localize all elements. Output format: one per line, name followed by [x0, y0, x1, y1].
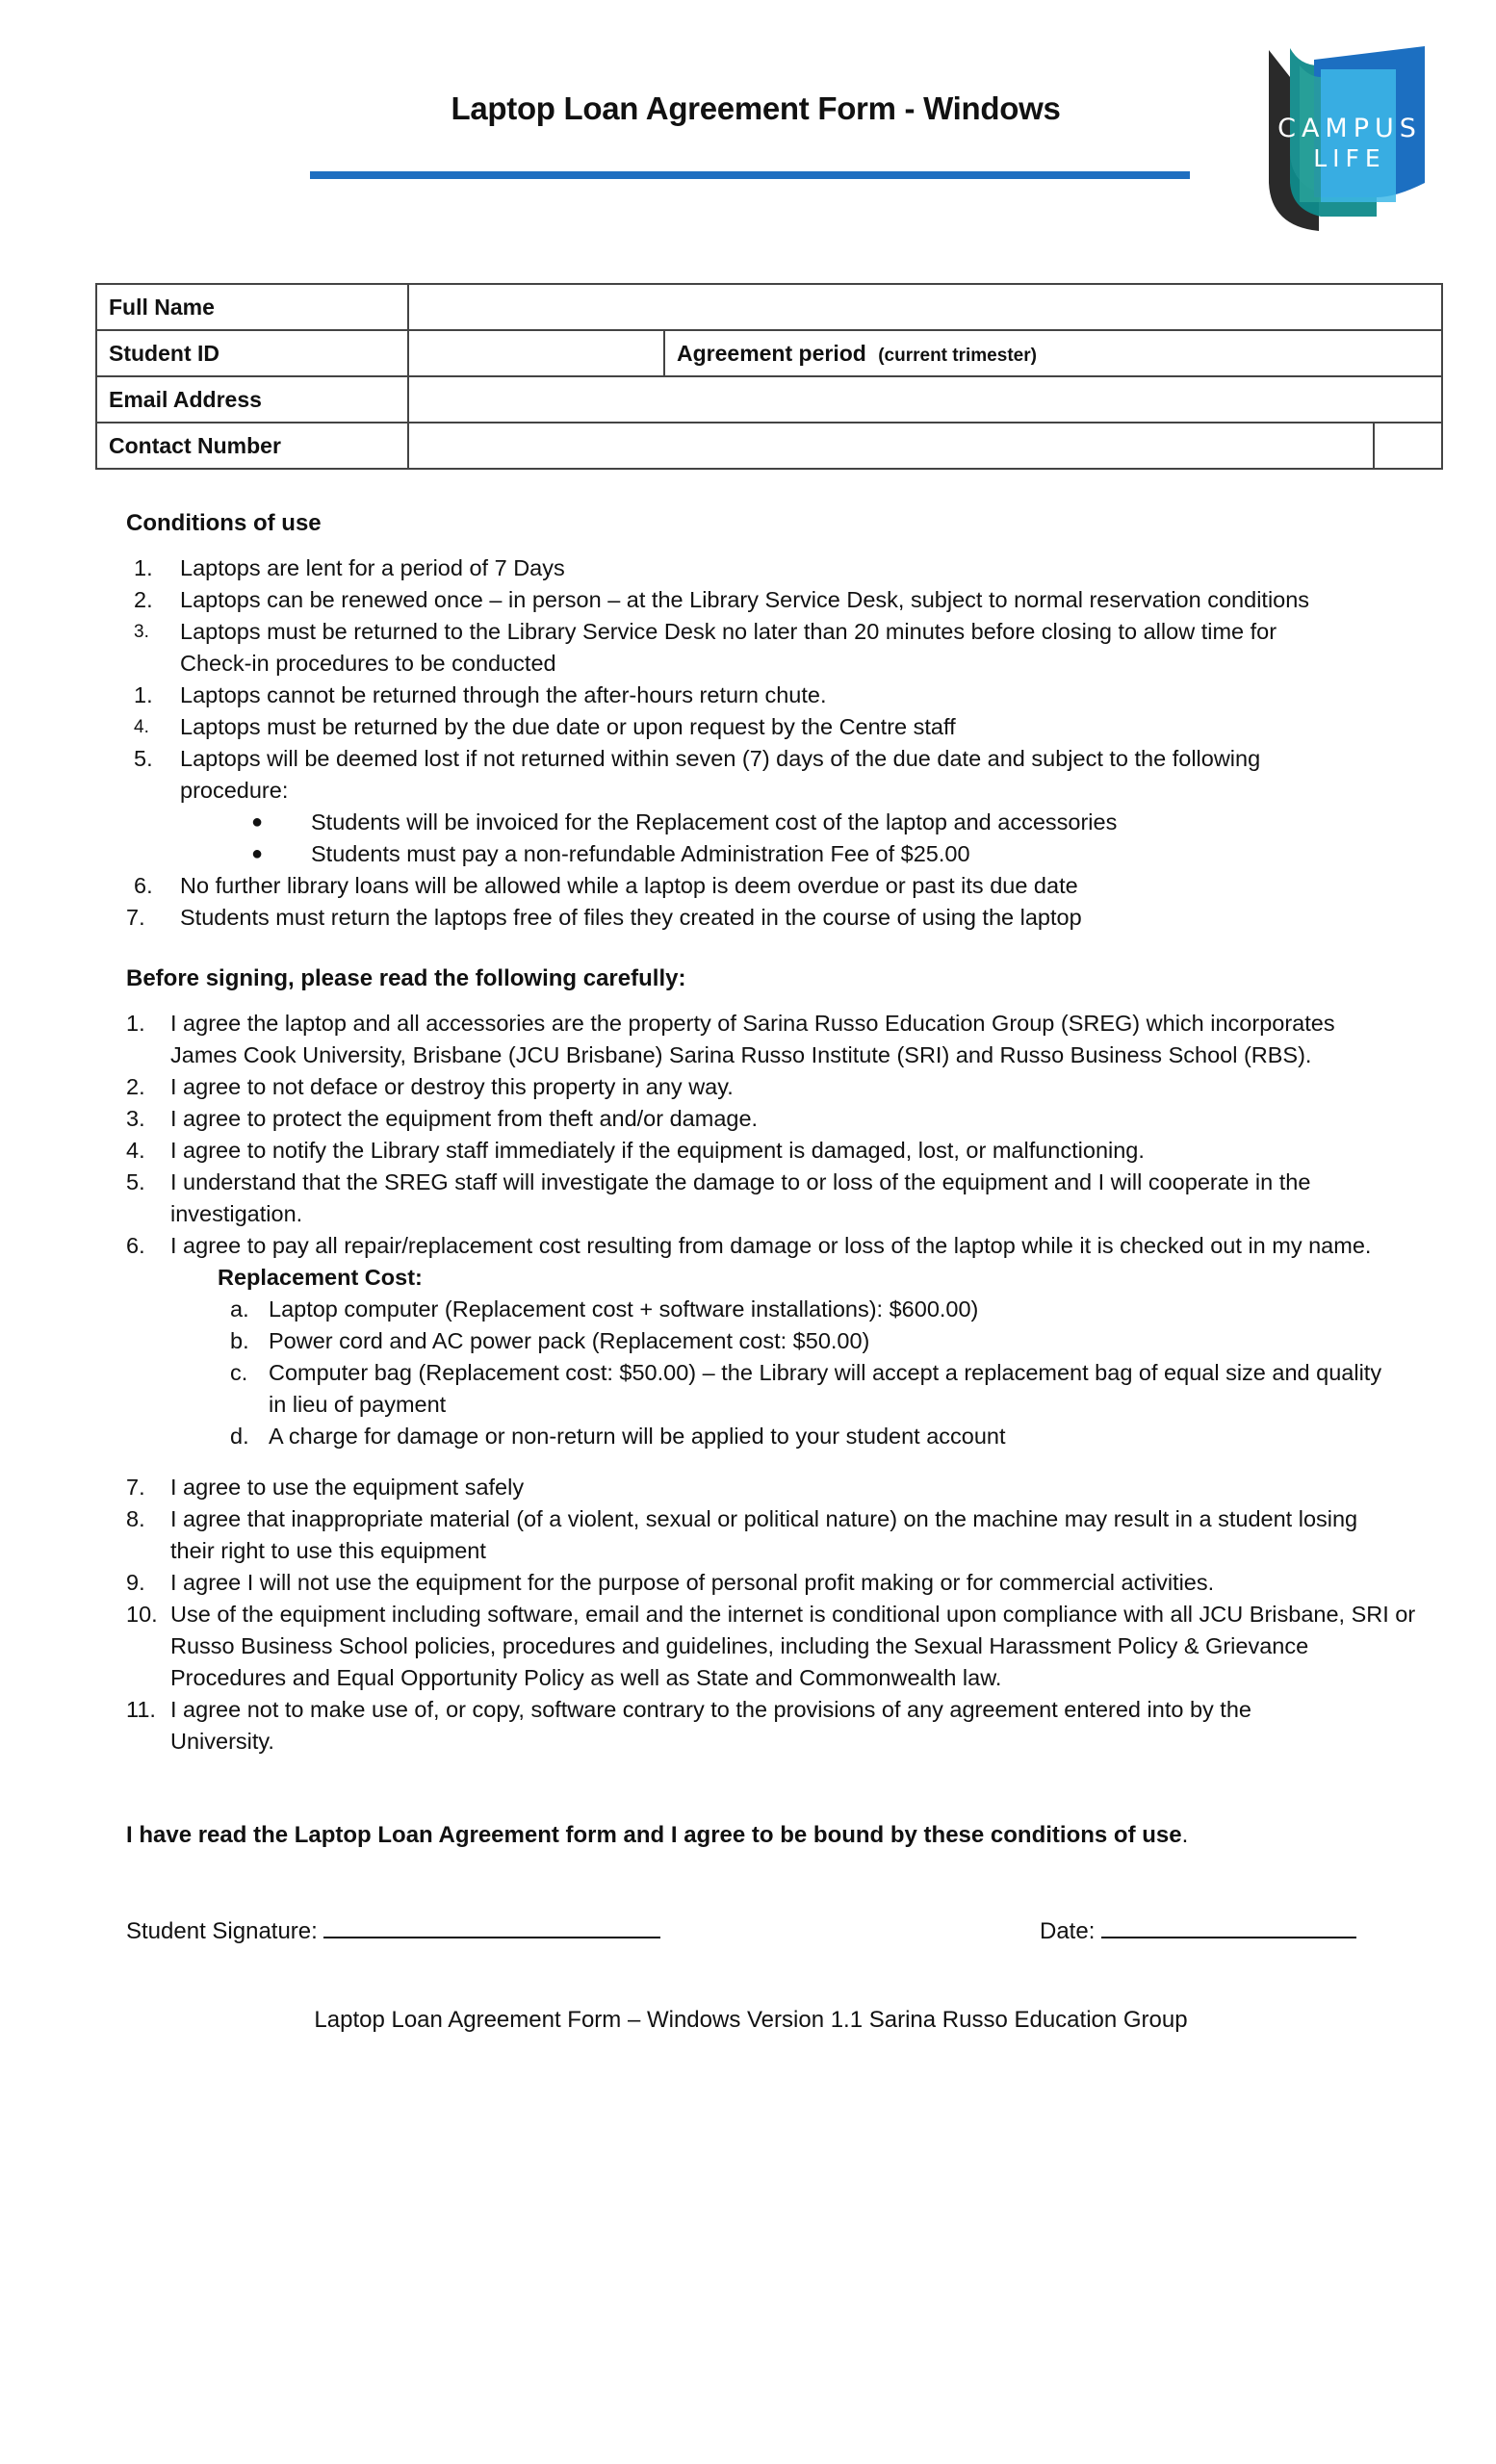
- item-number: 1.: [134, 555, 153, 580]
- item-letter: c.: [230, 1360, 248, 1385]
- item-text: I agree to pay all repair/replacement cost resulting from damage or loss of the laptop while it is checked out in my name.: [170, 1233, 1372, 1258]
- list-item: [126, 1135, 1416, 1167]
- student-id-field[interactable]: [408, 330, 664, 376]
- svg-text:CAMPUS: CAMPUS: [1277, 114, 1422, 143]
- contact-number-field[interactable]: [408, 423, 1374, 469]
- signature-label: Student Signature:: [126, 1918, 318, 1944]
- item-number: 6.: [134, 873, 153, 898]
- item-number: 3.: [126, 1106, 145, 1131]
- item-text: Laptops can be renewed once – in person – at the Library Service Desk, subject to normal reservation conditions: [180, 587, 1310, 612]
- contact-number-label: Contact Number: [96, 423, 408, 469]
- conditions-heading: Conditions of use: [126, 510, 322, 536]
- signature-row: [126, 1915, 660, 1945]
- student-id-label: Student ID: [96, 330, 408, 376]
- page-footer: Laptop Loan Agreement Form – Windows Version 1.1 Sarina Russo Education Group: [314, 2007, 1188, 2033]
- item-text: I agree to protect the equipment from theft and/or damage.: [170, 1106, 759, 1131]
- item-text: I agree I will not use the equipment for the purpose of personal profit making or for commercial activities.: [170, 1570, 1215, 1595]
- item-text: Laptops must be returned to the Library Service Desk no later than 20 minutes before closing to allow time for Check-in procedures to be conducted: [180, 619, 1277, 676]
- conditions-list: [126, 552, 1416, 934]
- agreement-period-label: Agreement period: [677, 340, 866, 366]
- item-number: 5.: [126, 1169, 145, 1194]
- agreement-terms-list: [126, 1008, 1416, 1758]
- agreement-statement: [126, 1822, 1188, 1849]
- item-number: 1.: [134, 682, 153, 707]
- email-field[interactable]: [408, 376, 1442, 423]
- item-text: I agree not to make use of, or copy, software contrary to the provisions of any agreement entered into by the University.: [170, 1697, 1251, 1754]
- agreement-period-field[interactable]: [664, 330, 1442, 376]
- item-text: Laptops will be deemed lost if not returned within seven (7) days of the due date and subject to the following procedure:: [180, 746, 1261, 803]
- item-text: No further library loans will be allowed while a laptop is deem overdue or past its due date: [180, 873, 1078, 898]
- item-text: I agree to not deface or destroy this property in any way.: [170, 1074, 734, 1099]
- item-text: I understand that the SREG staff will investigate the damage to or loss of the equipment and I will cooperate in the investigation.: [170, 1169, 1311, 1226]
- campus-life-logo-icon: [1261, 38, 1434, 236]
- item-number: 7.: [126, 1475, 145, 1500]
- list-item: [126, 584, 1416, 616]
- item-letter: d.: [230, 1424, 249, 1449]
- list-item: [126, 711, 1416, 743]
- item-text: Students must pay a non-refundable Administration Fee of $25.00: [311, 841, 970, 866]
- agreement-period-note: (current trimester): [878, 345, 1037, 366]
- item-number: 3.: [134, 622, 149, 642]
- item-text: Computer bag (Replacement cost: $50.00) – the Library will accept a replacement bag of equal size and quality in lieu of payment: [269, 1360, 1382, 1417]
- item-text: Laptop computer (Replacement cost + software installations): $600.00): [269, 1296, 979, 1322]
- full-name-field[interactable]: [408, 284, 1442, 330]
- list-item: [126, 1008, 1416, 1071]
- replacement-item: [126, 1421, 1416, 1452]
- list-item: [126, 1503, 1416, 1567]
- item-text: A charge for damage or non-return will be applied to your student account: [269, 1424, 1006, 1449]
- list-item: [126, 616, 1416, 680]
- replacement-cost-heading: Replacement Cost:: [218, 1265, 423, 1290]
- list-item: [126, 1599, 1416, 1694]
- signature-field[interactable]: [323, 1915, 660, 1938]
- item-letter: a.: [230, 1296, 249, 1322]
- list-item: [126, 902, 1416, 934]
- list-item: [126, 1472, 1416, 1503]
- bullet-item: [126, 807, 1416, 838]
- date-row: [1040, 1915, 1356, 1945]
- list-item: [126, 1167, 1416, 1230]
- before-signing-heading: Before signing, please read the following carefully:: [126, 965, 686, 991]
- item-text: Laptops are lent for a period of 7 Days: [180, 555, 565, 580]
- title-underline-bar: [310, 171, 1190, 179]
- list-item: [126, 1230, 1416, 1262]
- item-number: 6.: [126, 1233, 145, 1258]
- item-text: I agree the laptop and all accessories are the property of Sarina Russo Education Group (SREG) which incorporates James Cook University, Brisbane (JCU Brisbane) Sarina Russo Institute (SRI) and Russo Business School (RBS).: [170, 1011, 1335, 1067]
- student-info-table: [95, 283, 1443, 470]
- list-item: [126, 743, 1416, 807]
- list-item: [126, 1103, 1416, 1135]
- date-field[interactable]: [1101, 1915, 1356, 1938]
- item-number: 4.: [134, 717, 149, 737]
- item-text: I agree to notify the Library staff immediately if the equipment is damaged, lost, or malfunctioning.: [170, 1138, 1145, 1163]
- replacement-item: [126, 1325, 1416, 1357]
- item-text: Laptops cannot be returned through the after-hours return chute.: [180, 682, 827, 707]
- item-number: 1.: [126, 1011, 145, 1036]
- item-number: 8.: [126, 1506, 145, 1531]
- item-text: Use of the equipment including software, email and the internet is conditional upon compliance with all JCU Brisbane, SRI or Russo Business School policies, procedures and guidelines, including the Sexual Harassment Policy & Grievance Procedures and Equal Opportunity Policy as well as State and Commonwealth law.: [170, 1602, 1416, 1690]
- item-letter: b.: [230, 1328, 249, 1353]
- item-number: 9.: [126, 1570, 145, 1595]
- item-text: Power cord and AC power pack (Replacement cost: $50.00): [269, 1328, 870, 1353]
- contact-number-field-2[interactable]: [1374, 423, 1442, 469]
- date-label: Date:: [1040, 1918, 1096, 1944]
- page-title: Laptop Loan Agreement Form - Windows: [451, 90, 1061, 126]
- agreement-statement-period: .: [1181, 1822, 1189, 1848]
- list-item: [126, 1071, 1416, 1103]
- full-name-label: Full Name: [96, 284, 408, 330]
- item-text: Students will be invoiced for the Replacement cost of the laptop and accessories: [311, 809, 1118, 834]
- item-number: 2.: [134, 587, 153, 612]
- item-text: Students must return the laptops free of files they created in the course of using the laptop: [180, 905, 1082, 930]
- bullet-item: [126, 838, 1416, 870]
- item-number: 5.: [134, 746, 153, 771]
- email-label: Email Address: [96, 376, 408, 423]
- svg-text:LIFE: LIFE: [1313, 144, 1386, 172]
- replacement-item: [126, 1294, 1416, 1325]
- agreement-statement-text: I have read the Laptop Loan Agreement form and I agree to be bound by these conditions of use: [126, 1822, 1182, 1848]
- item-number: 10.: [126, 1602, 158, 1627]
- item-number: 2.: [126, 1074, 145, 1099]
- bullet-icon: ●: [251, 843, 264, 864]
- list-item: [126, 870, 1416, 902]
- bullet-icon: ●: [251, 811, 264, 833]
- item-number: 11.: [126, 1697, 156, 1722]
- item-text: Laptops must be returned by the due date or upon request by the Centre staff: [180, 714, 956, 739]
- list-item: [126, 1567, 1416, 1599]
- list-item: [126, 1694, 1416, 1758]
- campus-life-logo: [1261, 38, 1434, 236]
- item-text: I agree to use the equipment safely: [170, 1475, 525, 1500]
- list-item: [126, 552, 1416, 584]
- item-text: I agree that inappropriate material (of a violent, sexual or political nature) on the machine may result in a student losing their right to use this equipment: [170, 1506, 1358, 1563]
- list-item: [126, 680, 1416, 711]
- item-number: 7.: [126, 905, 145, 930]
- replacement-item: [126, 1357, 1416, 1421]
- item-number: 4.: [126, 1138, 145, 1163]
